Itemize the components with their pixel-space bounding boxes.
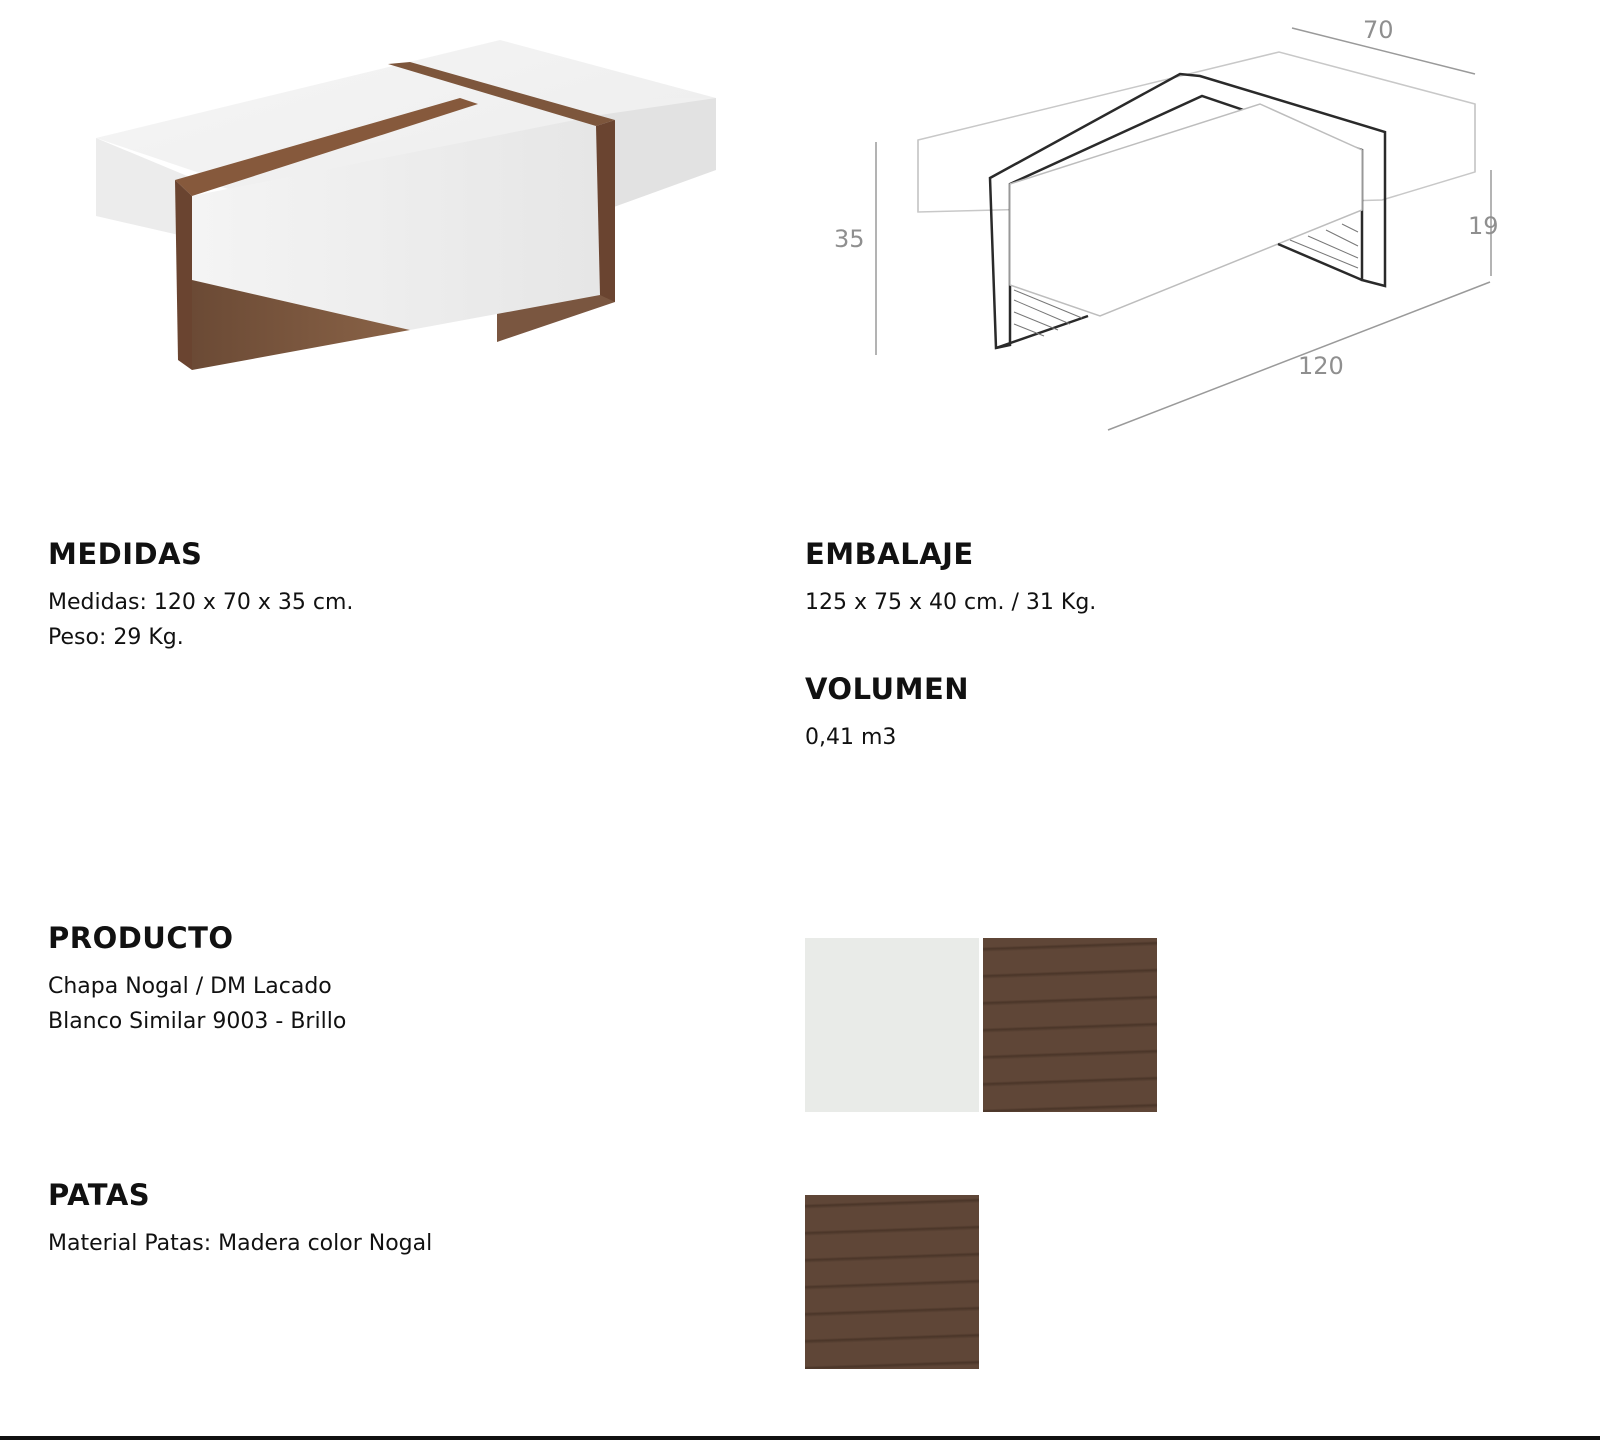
producto-line-1: Chapa Nogal / DM Lacado — [48, 974, 332, 999]
producto-line-2: Blanco Similar 9003 - Brillo — [48, 1009, 347, 1034]
swatch-walnut — [983, 938, 1157, 1112]
top-thickness-label: 19 — [1468, 212, 1499, 240]
volumen-section — [805, 672, 969, 755]
product-photo — [80, 20, 760, 400]
producto-heading: PRODUCTO — [48, 921, 234, 955]
volumen-value: 0,41 m3 — [805, 725, 897, 750]
right-face — [600, 98, 716, 212]
drawer-sketch — [1010, 104, 1362, 316]
medidas-section — [48, 537, 353, 655]
medidas-heading: MEDIDAS — [48, 537, 203, 571]
embalaje-value: 125 x 75 x 40 cm. / 31 Kg. — [805, 590, 1097, 615]
wood-band-left — [175, 180, 192, 370]
width-label: 70 — [1363, 16, 1394, 44]
bottom-divider — [0, 1436, 1600, 1440]
height-label: 35 — [834, 225, 865, 253]
embalaje-section — [805, 537, 1096, 620]
volumen-heading: VOLUMEN — [805, 672, 970, 706]
patas-material: Material Patas: Madera color Nogal — [48, 1231, 433, 1256]
medidas-weight: Peso: 29 Kg. — [48, 625, 184, 650]
patas-heading: PATAS — [48, 1178, 151, 1212]
patas-section — [48, 1178, 432, 1261]
medidas-dimensions: Medidas: 120 x 70 x 35 cm. — [48, 590, 354, 615]
embalaje-heading: EMBALAJE — [805, 537, 974, 571]
swatch-white-lacquer — [805, 938, 979, 1112]
swatch-legs-walnut — [805, 1195, 979, 1369]
length-label: 120 — [1298, 352, 1344, 380]
dimension-diagram — [830, 0, 1550, 450]
producto-section — [48, 921, 346, 1039]
